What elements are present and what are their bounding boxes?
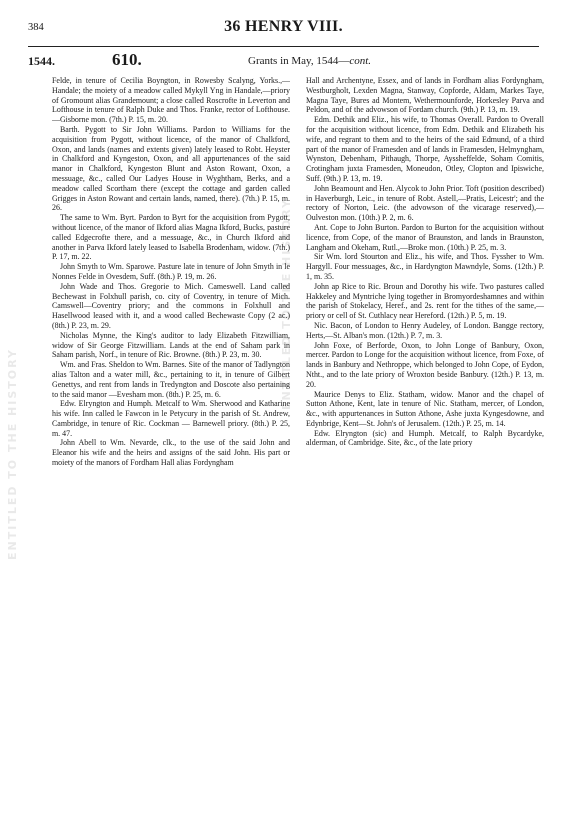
- entry-paragraph: Hall and Archentyne, Essex, and of lands in Fordham alias Fordyngham, Westburgholt, Lexden Magna, Stanway, Copforde, Aldam, Markes Taye, Magna Taye, Bures ad Montem, Wethermounforde, Horkesley Parva and Peldon, and of the advowson of Fordam church. (9th.) P. 13, m. 19.: [306, 76, 544, 115]
- entry-paragraph: John ap Rice to Ric. Broun and Dorothy his wife. Two pastures called Hakkeley and Myntriche lying together in Bromyordeshamnes and within the parish of Stokelacy, Heref., and 2s. rent for the tithes of the same,—priory or cell of St. Cuthlacy near Hereford. (12th.) P. 5, m. 19.: [306, 281, 544, 321]
- right-column: [306, 76, 544, 818]
- entry-paragraph: John Beamount and Hen. Alycok to John Prior. Toft (position described) in Haverburgh, Leic., in tenure of Robt. Astell,—Pratis, Leicestr'; and the rectory of Norton, Leic. (the advowson of the vicarage reserved),—Oulveston mon. (10th.) P. 2, m. 6.: [306, 183, 544, 223]
- entry-paragraph: Edm. Dethik and Eliz., his wife, to Thomas Overall. Pardon to Overall for the acquisition without licence, from Edm. Dethik and Elizabeth his wife, and regrant to them and to the heirs of the said Edmund, of a third part of the manor of Framesden and of lands in Framesden, Helmyngham, Wynston, Debenham, Pithaugh, Thorpe, Ayssheffelde, Soham Comitis, Crotingham juxta Framesden, Moneudon, Otley, Clopton and Ipiswiche, Suff. (9th.) P. 13, m. 19.: [306, 115, 544, 183]
- entry-paragraph: Edw. Elryngton (sic) and Humph. Metcalf, to Ralph Bycardyke, alderman, of Cambridge. Site, &c., of the late priory: [306, 428, 544, 448]
- entry-paragraph: Felde, in tenure of Cecilia Boyngton, in Rowesby Scalyng, Yorks.,—Handale; the moiety of a meadow called Mykyll Yng in Handale,—priory of Gromount alias Grandemount; a close called Roscrofte in Leverton and Lofthouse in tenure of Ralph Duke and Thos. Franke, rector of Lofthouse.—Gisborne mon. (7th.) P. 15, m. 20.: [52, 76, 290, 125]
- year-label: 1544.: [28, 54, 55, 68]
- item-number: 610.: [112, 50, 142, 69]
- section-heading-main: Grants in May, 1544—: [248, 55, 350, 67]
- entry-paragraph: John Abell to Wm. Nevarde, clk., to the use of the said John and Eleanor his wife and the heirs and assigns of the said John. His part or moiety of the manors of Fordham Hall alias Fordyngham: [52, 438, 290, 468]
- entry-paragraph: Nicholas Mynne, the King's auditor to lady Elizabeth Fitzwilliam, widow of Sir George Fitzwilliam. Lands at the end of Saham park in Saham parish, Norf., in tenure of Ric. Browne. (8th.) P. 23, m. 30.: [52, 330, 290, 360]
- page-number: 384: [28, 22, 44, 33]
- entry-paragraph: John Smyth to Wm. Sparowe. Pasture late in tenure of John Smyth in le Nonnes Felde in Ovesdem, Suff. (8th.) P. 19, m. 26.: [52, 262, 290, 281]
- section-heading: [248, 55, 371, 67]
- entry-paragraph: John Foxe, of Berforde, Oxon, to John Longe of Banbury, Oxon, mercer. Pardon to Longe for the acquisition without licence, from Foxe, of lands in Banbury and Nethroppe, which belonged to John Cope, of Eydon, Ntht., and to the late priory of Wroxton beside Banbury. (12th.) P. 13, m. 20.: [306, 340, 544, 389]
- entry-paragraph: Maurice Denys to Eliz. Statham, widow. Manor and the chapel of Sutton Athone, Kent, late in tenure of Nic. Statham, mercer, of London, &c., with appurtenances in Sutton Athone, Ashe juxta Kyngesdowne, and Edynbrige, Kent—St. John's of Jerusalem. (12th.) P. 25, m. 14.: [306, 389, 544, 428]
- entry-paragraph: Barth. Pygott to Sir John Williams. Pardon to Williams for the acquisition from Pygott, without licence, of the manor of Chalkford, Oxon, and lands (names and extents given) lately leased to Robt. Heyster in Chalkford and Kyngeston, Oxon, and all appurtenances of the said manor in Chalkford, Kyngeston Blunt and Aston Rowant, Oxon, a messuage, &c., called Our Ladyes House in Wyghtham, Berks, and a meadow called Scortham there (except the cottage and garden called Grigges in Aston Rowant and certain lands, named, there). (7th.) P. 15, m. 26.: [52, 124, 290, 213]
- text-columns: [52, 76, 544, 818]
- watermark-left: ENTITLED TO THE HISTORY: [6, 348, 19, 560]
- running-title: 36 HENRY VIII.: [224, 18, 343, 35]
- entry-paragraph: Ant. Cope to John Burton. Pardon to Burton for the acquisition without licence, from Cope, of the manor of Braunston, and lands in Braunston, Langham and Okeham, Rutl.,—Broke mon. (10th.) P. 25, m. 3.: [306, 222, 544, 252]
- header-rule: [28, 46, 539, 47]
- entry-paragraph: The same to Wm. Byrt. Pardon to Byrt for the acquisition from Pygott, without licence, of the manor of Ikford alias Magna Ikford, Bucks, pasture called Edgecrofte there, and a messuage, &c., in Church Ikford and another in Parva Ikford lately leased to Isabella Brodenham, widow. (7th.) P. 17, m. 22.: [52, 213, 290, 262]
- entry-paragraph: Edw. Elryngton and Humph. Metcalf to Wm. Sherwood and Katharine his wife. Inn called le Fawcon in le Petycury in the parish of St. Andrew, Cambridge, in tenure of Ric. Cockman — Barnewell priory. (8th.) P. 25, m. 47.: [52, 399, 290, 438]
- entry-paragraph: Sir Wm. lord Stourton and Eliz., his wife, and Thos. Fyssher to Wm. Hargyll. Four messuages, &c., in Hardyngton Mawndyle, Soms. (12th.) P. 1, m. 35.: [306, 252, 544, 281]
- entry-paragraph: John Wade and Thos. Gregorie to Mich. Cameswell. Land called Bechewast in Folxhull parish, co. city of Coventry, in tenure of Mich. Camswell—Coventry priory; and the commons in Folxhull and Hasellwood leased with it, and a wood called Bechewaste Copy (2 ac.) (8th.) P. 23, m. 29.: [52, 281, 290, 330]
- running-head: [28, 18, 539, 48]
- section-heading-line: [28, 50, 539, 74]
- watermark-right: ENTITLED TO THE HISTORY: [280, 198, 293, 410]
- left-column: [52, 76, 290, 818]
- entry-paragraph: Wm. and Fras. Sheldon to Wm. Barnes. Site of the manor of Tadlyngton alias Talton and a water mill, &c., pertaining to it, in tenure of Gilbert Genettys, and rent from lands in Tredyngton and Doscote also pertaining to the said manor —Evesham mon. (8th.) P. 25, m. 6.: [52, 360, 290, 399]
- entry-paragraph: Nic. Bacon, of London to Henry Audeley, of London. Bangge rectory, Herts,—St. Alban's mon. (12th.) P. 7, m. 3.: [306, 320, 544, 340]
- section-heading-cont: cont.: [349, 55, 372, 67]
